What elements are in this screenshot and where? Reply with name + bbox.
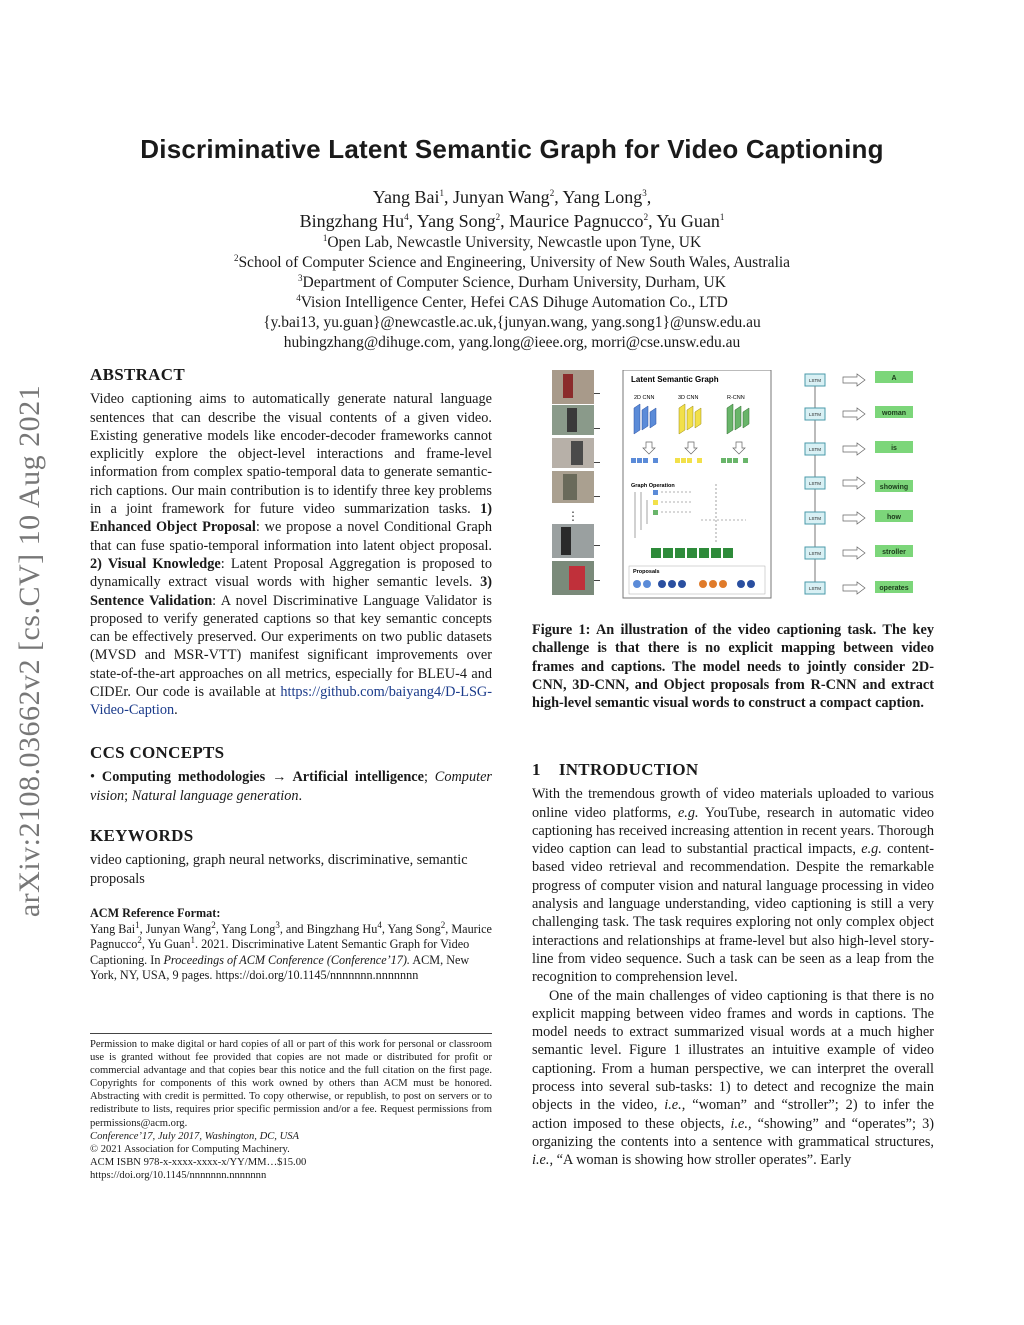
ccs-text: • Computing methodologies → Artificial intelligence; Computer vision; Natural language generation. [90,769,492,804]
figure-1 [551,370,935,610]
author-list [0,185,1024,233]
ccs-heading: CCS CONCEPTS [90,743,225,762]
author-line-2: Bingzhang Hu$^4$, Yang Song$^2$, Maurice Pagnucco$^2$, Yu Guan$^1$ [299,211,725,231]
abstract-heading: ABSTRACT [90,365,185,384]
latent-graph-title: Latent Semantic Graph [631,375,719,384]
conference-line: Conference’17, July 2017, Washington, DC, USA [90,1130,300,1142]
keywords-section [90,827,492,888]
caption-word: operates [879,585,909,592]
figure-1-caption: Figure 1: An illustration of the video captioning task. The key challenge is that there is no explicit mapping between video frames and captions. The model needs to jointly consider 2D-CNN, 3D-CNN, and Object proposals from R-CNN and extract high-level semantic visual words to construct a compact caption. [532,622,934,712]
lstm-cell: LSTM [808,481,822,486]
proposals-label: Proposals [633,569,660,575]
lstm-cell: LSTM [808,551,822,556]
acm-reference [90,906,492,984]
lstm-cell: LSTM [808,516,822,521]
caption-word: stroller [882,549,906,556]
affiliation-3: $^3$Department of Computer Science, Durham University, Durham, UK [298,272,726,291]
caption-words [875,371,913,593]
caption-word: showing [879,484,909,491]
paper-title: Discriminative Latent Semantic Graph for Video Captioning [140,134,884,164]
doi-line: https://doi.org/10.1145/nnnnnnn.nnnnnnn [90,1169,267,1181]
arxiv-identifier: arXiv:2108.03662v2 [cs.CV] 10 Aug 2021 [13,384,46,918]
graph-operation-label: Graph Operation [631,483,675,489]
figure-1-diagram [551,370,935,610]
code-link[interactable]: https://github.com/baiyang4/D-LSG-Video-Caption [90,684,492,719]
intro-paragraph-1: With the tremendous growth of video materials uploaded to various online video platforms, e.g. YouTube, research in automatic video captioning has received increasing attention in recent years. Thorough video caption can lead to substantial practical impacts, e.g. content-based video retrieval and recommendation. Despite the remarkable progress of computer vision and natural language processing in video analysis and language understanding, video captioning is still a very challenging task. The task requires exploring not only complex object interactions and relationships at frame-level but also high-level story-line from video sequence. Such a task can be seen as a leap from the recognition to comprehension level. [532,786,934,986]
affiliations [0,233,1024,353]
lstm-cell: LSTM [808,586,822,591]
svg-text:⋮: ⋮ [567,509,579,523]
introduction-heading: 1 INTRODUCTION [532,760,699,779]
email-line-1: {y.bai13, yu.guan}@newcastle.ac.uk,{junyan.wang, yang.song1}@unsw.edu.au [263,314,761,331]
lstm-decoder [805,374,865,594]
caption-word: woman [881,410,907,417]
lstm-cell: LSTM [808,447,822,452]
affiliation-2: $^2$School of Computer Science and Engineering, University of New South Wales, Australia [233,252,791,271]
affiliation-1: $^1$Open Lab, Newcastle University, Newcastle upon Tyne, UK [322,232,702,251]
permission-text: Permission to make digital or hard copies of all or part of this work for personal or classroom use is granted without fee provided that copies are not made or distributed for profit or commercial advantage and that copies bear this notice and the full citation on the first page. Copyrights for components of this work owned by others than ACM must be honored. Abstracting with credit is permitted. To copy otherwise, or republish, to post on servers or to redistribute to lists, requires prior specific permission and/or a fee. Request permissions from permissions@acm.org. [90,1039,492,1129]
caption-word: A [891,375,897,382]
cnn-label-3d: 3D CNN [678,395,699,401]
acm-reference-heading: ACM Reference Format: [90,906,221,920]
keywords-heading: KEYWORDS [90,826,194,845]
visual-words-row [651,548,733,558]
caption-word: is [891,445,897,452]
abstract-text: Video captioning aims to automatically generate natural language sentences that can describe the visual contents of a given video. Existing generative models like encoder-decoder frameworks cannot explicitly explore the object-level interactions and frame-level information from complex spatio-temporal data to generate semantic-rich captions. Our main contribution is to identify three key problems in a joint framework for future video summarization tasks. 1) Enhanced Object Proposal: we propose a novel Conditional Graph that can fuse spatio-temporal information into latent object proposal. 2) Visual Knowledge: Latent Proposal Aggregation is proposed to dynamically extract visual words with higher semantic levels. 3) Sentence Validation: A novel Discriminative Language Validator is proposed to verify generated captions so that key semantic concepts can be effectively preserved. Our experiments on two public datasets (MVSD and MSR-VTT) manifest significant improvements over state-of-the-art approaches on all metrics, especially for BLEU-4 and CIDEr. Our code is available at https://github.com/baiyang4/D-LSG-Video-Caption. [90,391,493,719]
cnn-label-2d: 2D CNN [634,395,655,401]
email-line-2: hubingzhang@dihuge.com, yang.long@ieee.org, morri@cse.unsw.edu.au [283,334,741,351]
isbn-line: ACM ISBN 978-x-xxxx-xxxx-x/YY/MM…$15.00 [90,1156,307,1168]
author-line-1: Yang Bai$^1$, Junyan Wang$^2$, Yang Long$^3$, [372,187,652,207]
video-frames [552,370,600,595]
lstm-cell: LSTM [808,412,822,417]
intro-paragraph-2: One of the main challenges of video captioning is that there is no explicit mapping between video frames and words in captions. The model needs to extract summarized visual words at a much higher semantic level. Figure 1 illustrates an intuitive example of video captioning. From a human perspective, we can interpret the overall process into several sub-tasks: 1) to detect and recognize the main objects in the video, i.e., “woman” and “stroller”; 2) to infer the action imposed to these objects, i.e., “showing” and “operates”; 3) organizing the contents into a sentence with grammatical structures, i.e., “A woman is showing how stroller operates”. Early [532,987,935,1169]
introduction-section [532,761,934,1170]
permission-footnote [90,1038,492,1182]
footnote-rule [90,1033,492,1034]
caption-word: how [887,514,901,521]
acm-reference-text: Yang Bai$^1$, Junyan Wang$^2$, Yang Long$^3$, and Bingzhang Hu$^4$, Yang Song$^2$, Maurice Pagnucco$^2$, Yu Guan$^1$. 2021. Discriminative Latent Semantic Graph for Video Captioning. In Proceedings of ACM Conference (Conference’17). ACM, New York, NY, USA, 9 pages. https://doi.org/10.1145/nnnnnnn.nnnnnnn [90,919,492,983]
ccs-section [90,744,492,805]
graph-nodes [653,490,658,515]
cnn-label-rcnn: R-CNN [727,395,745,401]
keywords-text: video captioning, graph neural networks, discriminative, semantic proposals [90,852,468,887]
copyright-line: © 2021 Association for Computing Machinery. [90,1143,290,1155]
lstm-cell: LSTM [808,378,822,383]
abstract-section [90,366,492,720]
affiliation-4: $^4$Vision Intelligence Center, Hefei CAS Dihuge Automation Co., LTD [296,292,728,311]
